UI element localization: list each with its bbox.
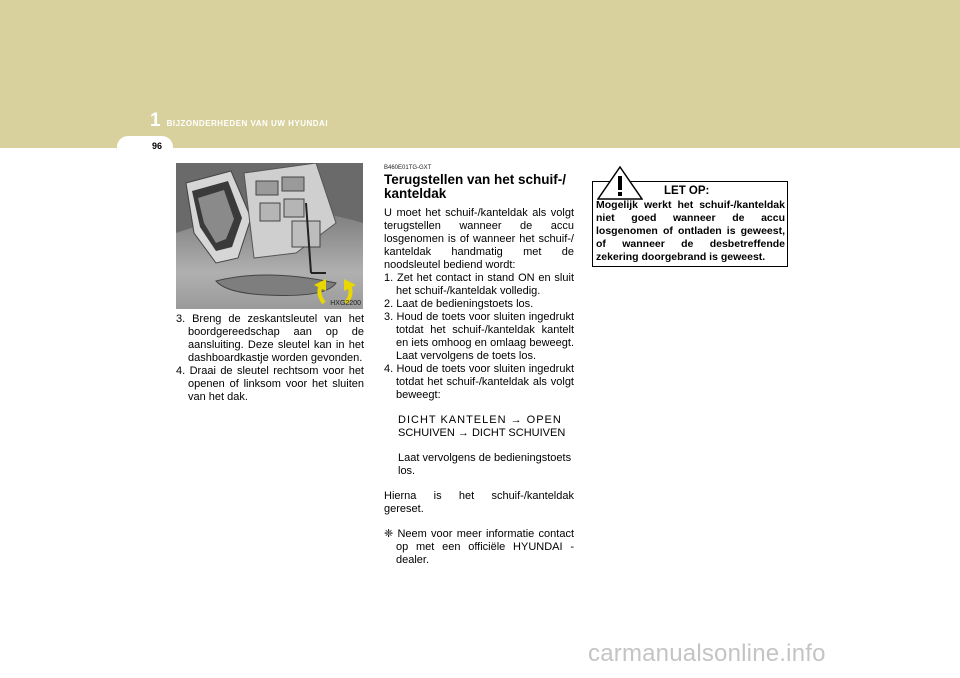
- dealer-note: ❈ Neem voor meer informatie contact op met een officiële HYUNDAI - dealer.: [384, 528, 574, 566]
- sunroof-illustration: [176, 163, 363, 309]
- warning-body: Mogelijk werkt het schuif-/kanteldak niet goed wanneer de accu losgenomen of ontladen is geweest, of wanneer de desbetreffende zekering doorgebrand is geweest.: [596, 199, 785, 263]
- warning-title: LET OP:: [664, 185, 710, 197]
- page-number: 96: [152, 141, 163, 151]
- step-item: 3. Houd de toets voor sluiten ingedrukt totdat het schuif-/kanteldak kantelt en iets omhoog en omlaag beweegt. Laat vervolgens de toets los.: [384, 311, 574, 362]
- sequence-line: DICHT KANTELEN → OPEN: [398, 414, 562, 426]
- step-item: 4. Houd de toets voor sluiten ingedrukt totdat het schuif-/kanteldak als volgt beweegt:: [384, 363, 574, 401]
- sequence-block: [384, 414, 574, 440]
- header-band: [0, 0, 960, 148]
- warning-triangle-icon: [597, 166, 643, 200]
- middle-column: [384, 164, 574, 567]
- release-text: Laat vervolgens de bedieningstoets los.: [398, 452, 572, 477]
- page-tab: [117, 136, 173, 158]
- watermark: carmanualsonline.info: [588, 640, 826, 667]
- photo-code: HXG2200: [330, 300, 361, 307]
- sequence-line: SCHUIVEN → DICHT SCHUIVEN: [398, 427, 566, 439]
- step-item: 4. Draai de sleutel rechtsom voor het openen of linksom voor het sluiten van het dak.: [176, 365, 364, 403]
- chapter-number: 1: [150, 110, 161, 131]
- sunroof-photo: [176, 163, 363, 309]
- step-item: 2. Laat de bedieningstoets los.: [384, 298, 534, 310]
- section-heading: Terugstellen van het schuif-/ kanteldak: [384, 172, 567, 201]
- step-item: 3. Breng de zeskantsleutel van het boordgereedschap aan op de aansluiting. Deze sleutel kan in het dashboardkastje worden gevonden.: [176, 313, 364, 364]
- intro-text: U moet het schuif-/kanteldak als volgt terugstellen wanneer de accu losgenomen is of wanneer het schuif-/ kanteldak handmatig met de noodsleutel bediend wordt:: [384, 207, 574, 271]
- left-column: [176, 313, 364, 404]
- chapter-header: [150, 110, 328, 130]
- chapter-title: BIJZONDERHEDEN VAN UW HYUNDAI: [166, 119, 329, 128]
- step-item: 1. Zet het contact in stand ON en sluit het schuif-/kanteldak volledig.: [384, 272, 574, 297]
- reset-note: Hierna is het schuif-/kanteldak gereset.: [384, 490, 574, 515]
- section-code: B460E01TG-GXT: [384, 165, 432, 171]
